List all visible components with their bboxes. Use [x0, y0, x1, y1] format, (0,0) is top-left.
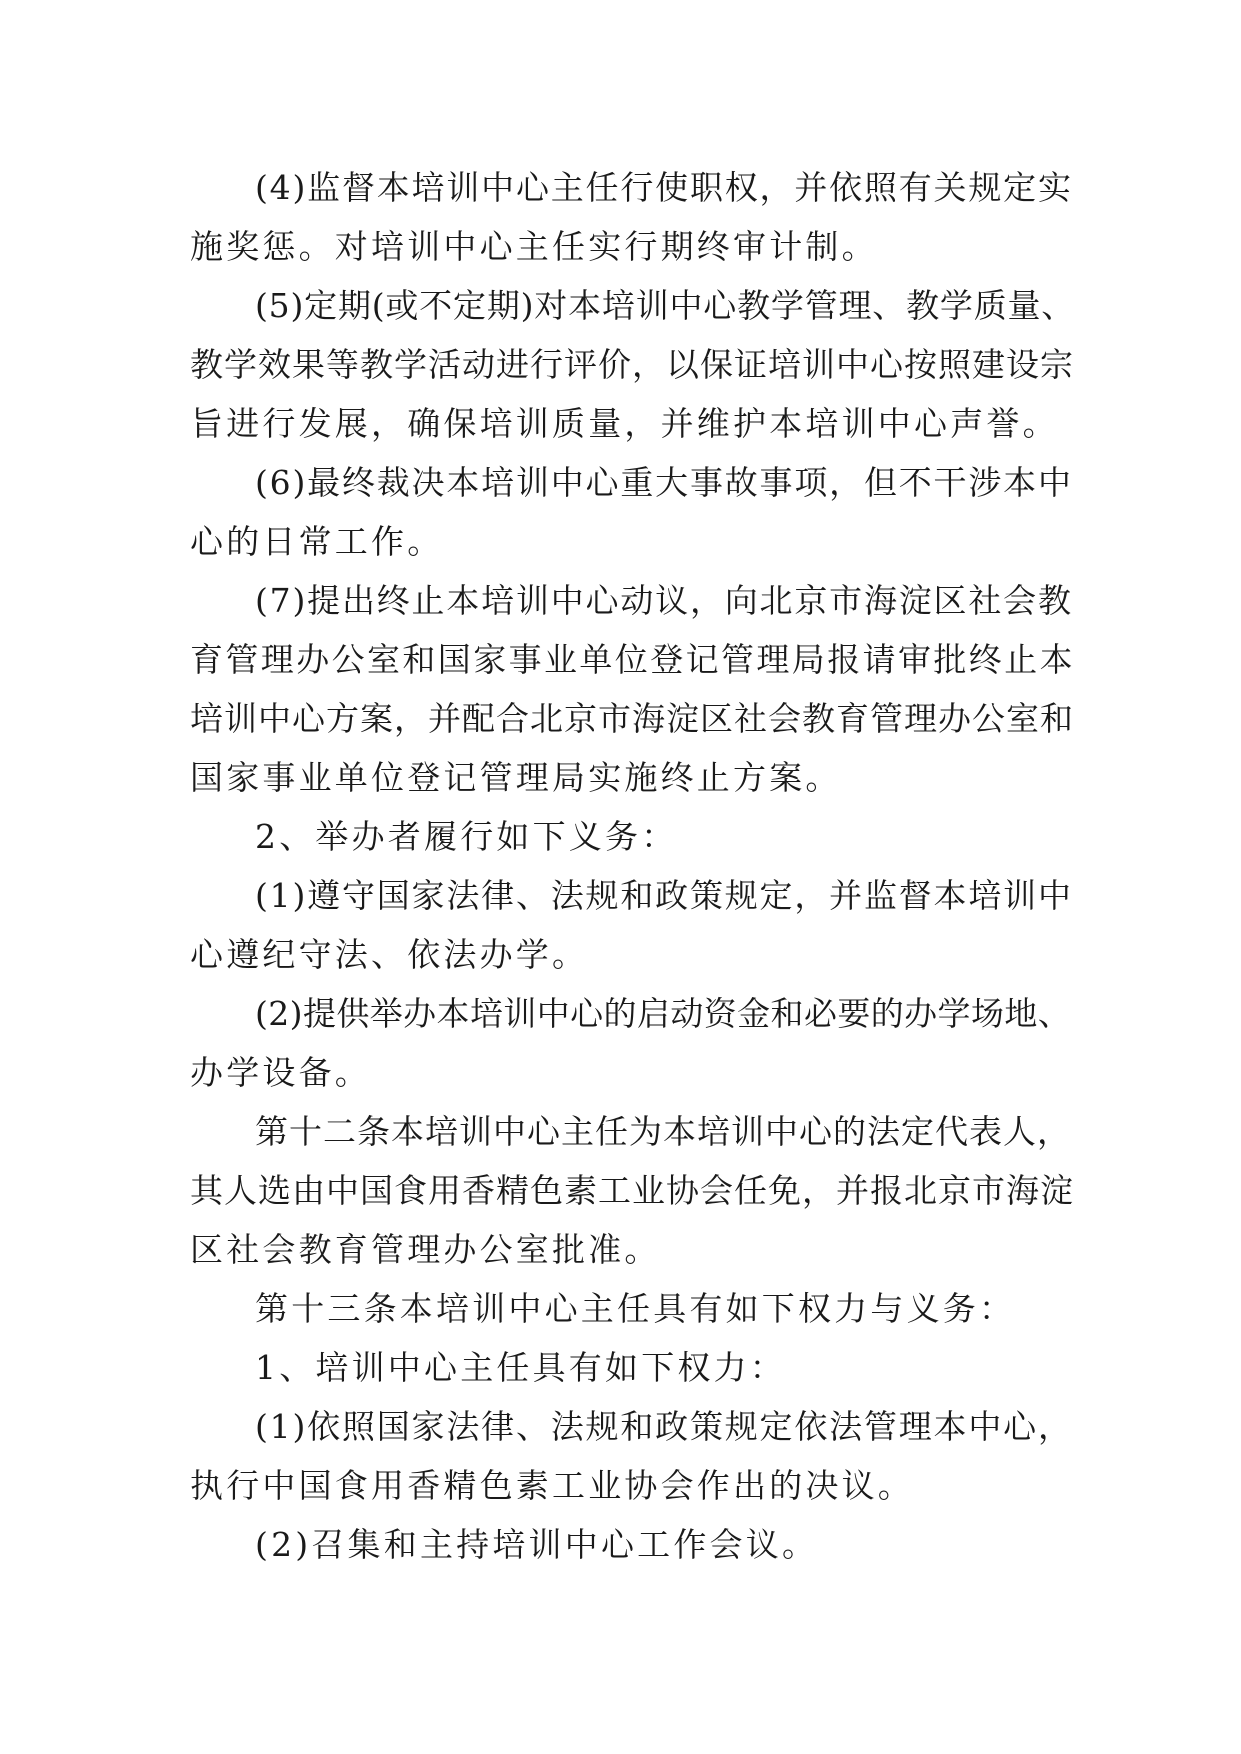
- text-line: 第十二条本培训中心主任为本培训中心的法定代表人，: [255, 1112, 1071, 1151]
- text-line: (2)提供举办本培训中心的启动资金和必要的办学场地、: [255, 994, 1072, 1033]
- text-line: (1)遵守国家法律、法规和政策规定，并监督本培训中: [255, 876, 1073, 915]
- text-line: 国家事业单位登记管理局实施终止方案。: [190, 758, 842, 797]
- text-line: (5)定期(或不定期)对本培训中心教学管理、教学质量、: [255, 286, 1076, 325]
- text-line: 心的日常工作。: [190, 522, 444, 561]
- text-line: 教学效果等教学活动进行评价，以保证培训中心按照建设宗: [190, 345, 1074, 384]
- text-line: 执行中国食用香精色素工业协会作出的决议。: [190, 1466, 914, 1505]
- text-line: 旨进行发展，确保培训质量，并维护本培训中心声誉。: [190, 404, 1059, 443]
- text-line: (1)依照国家法律、法规和政策规定依法管理本中心，: [255, 1407, 1073, 1446]
- text-line: 第十三条本培训中心主任具有如下权力与义务：: [255, 1289, 1016, 1328]
- text-line: 育管理办公室和国家事业单位登记管理局报请审批终止本: [190, 640, 1075, 679]
- text-line: (4)监督本培训中心主任行使职权，并依照有关规定实: [255, 168, 1073, 207]
- text-line: 2、举办者履行如下义务：: [255, 817, 678, 856]
- text-line: (7)提出终止本培训中心动议，向北京市海淀区社会教: [255, 581, 1073, 620]
- text-line: 其人选由中国食用香精色素工业协会任免，并报北京市海淀: [190, 1171, 1074, 1210]
- text-line: 区社会教育管理办公室批准。: [190, 1230, 661, 1269]
- text-line: 1、培训中心主任具有如下权力：: [255, 1348, 786, 1387]
- text-line: 心遵纪守法、依法办学。: [190, 935, 589, 974]
- text-line: (2)召集和主持培训中心工作会议。: [255, 1525, 819, 1564]
- text-line: (6)最终裁决本培训中心重大事故事项，但不干涉本中: [255, 463, 1073, 502]
- text-line: 培训中心方案，并配合北京市海淀区社会教育管理办公室和: [190, 699, 1074, 738]
- text-line: 施奖惩。对培训中心主任实行期终审计制。: [190, 227, 878, 266]
- text-line: 办学设备。: [190, 1053, 371, 1092]
